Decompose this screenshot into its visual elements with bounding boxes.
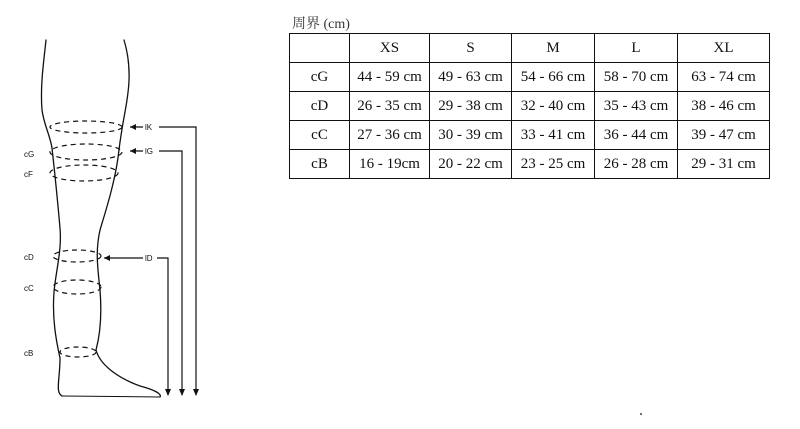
diagram-label-cg: cG	[24, 150, 35, 159]
arrow-label-ld: lD	[145, 254, 153, 263]
table-cell: 38 - 46 cm	[678, 92, 770, 121]
table-cell: 30 - 39 cm	[430, 121, 512, 150]
table-cell: 20 - 22 cm	[430, 150, 512, 179]
header-size-xs: XS	[350, 34, 430, 63]
diagram-label-cd: cD	[24, 253, 34, 262]
circumference-ellipse-cf	[50, 165, 118, 181]
length-arrow-lg	[130, 151, 182, 395]
table-cell: 33 - 41 cm	[512, 121, 595, 150]
table-cell: 44 - 59 cm	[350, 63, 430, 92]
table-row	[290, 121, 770, 150]
diagram-label-cf: cF	[24, 170, 33, 179]
header-size-xl: XL	[678, 34, 770, 63]
arrow-label-lk: lK	[145, 123, 153, 132]
table-cell: 29 - 31 cm	[678, 150, 770, 179]
table-cell: 54 - 66 cm	[512, 63, 595, 92]
leg-measurement-diagram	[0, 0, 260, 429]
header-size-l: L	[595, 34, 678, 63]
table-cell: 35 - 43 cm	[595, 92, 678, 121]
header-size-s: S	[430, 34, 512, 63]
table-cell: 29 - 38 cm	[430, 92, 512, 121]
circumference-ellipse-cd	[53, 250, 101, 262]
table-cell: 39 - 47 cm	[678, 121, 770, 150]
table-cell: 26 - 35 cm	[350, 92, 430, 121]
arrow-label-lg: lG	[145, 147, 153, 156]
arrowhead-lg	[130, 148, 136, 154]
table-cell: 16 - 19cm	[350, 150, 430, 179]
arrowhead-lk-bottom	[193, 389, 199, 396]
row-label: cD	[290, 92, 350, 121]
leg-outline-front	[96, 40, 160, 397]
circumference-ellipse-cb	[60, 347, 96, 357]
arrowhead-lg-bottom	[179, 389, 185, 396]
arrowhead-lk	[130, 124, 136, 130]
stray-dot	[640, 413, 642, 415]
table-cell: 36 - 44 cm	[595, 121, 678, 150]
size-table	[289, 33, 770, 179]
length-arrow-ld	[104, 258, 168, 395]
table-row	[290, 63, 770, 92]
leg-outline-back	[41, 40, 62, 396]
row-label: cB	[290, 150, 350, 179]
circumference-ellipse-cg	[50, 144, 122, 160]
row-label: cG	[290, 63, 350, 92]
length-arrow-lk	[130, 127, 196, 395]
arrowhead-ld	[104, 255, 110, 261]
table-cell: 23 - 25 cm	[512, 150, 595, 179]
diagram-label-cc: cC	[24, 284, 34, 293]
table-cell: 63 - 74 cm	[678, 63, 770, 92]
table-row	[290, 92, 770, 121]
leg-outline-sole	[62, 396, 160, 397]
size-header-row	[290, 34, 770, 63]
arrowhead-ld-bottom	[165, 389, 171, 396]
table-cell: 27 - 36 cm	[350, 121, 430, 150]
table-cell: 26 - 28 cm	[595, 150, 678, 179]
table-title: 周界 (cm)	[292, 17, 350, 32]
diagram-label-cb: cB	[24, 349, 34, 358]
header-corner	[290, 34, 350, 63]
header-size-m: M	[512, 34, 595, 63]
table-cell: 32 - 40 cm	[512, 92, 595, 121]
row-label: cC	[290, 121, 350, 150]
circumference-ellipse-cc	[53, 280, 101, 294]
table-cell: 58 - 70 cm	[595, 63, 678, 92]
table-row	[290, 150, 770, 179]
table-cell: 49 - 63 cm	[430, 63, 512, 92]
circumference-ellipse-ik	[50, 121, 122, 133]
